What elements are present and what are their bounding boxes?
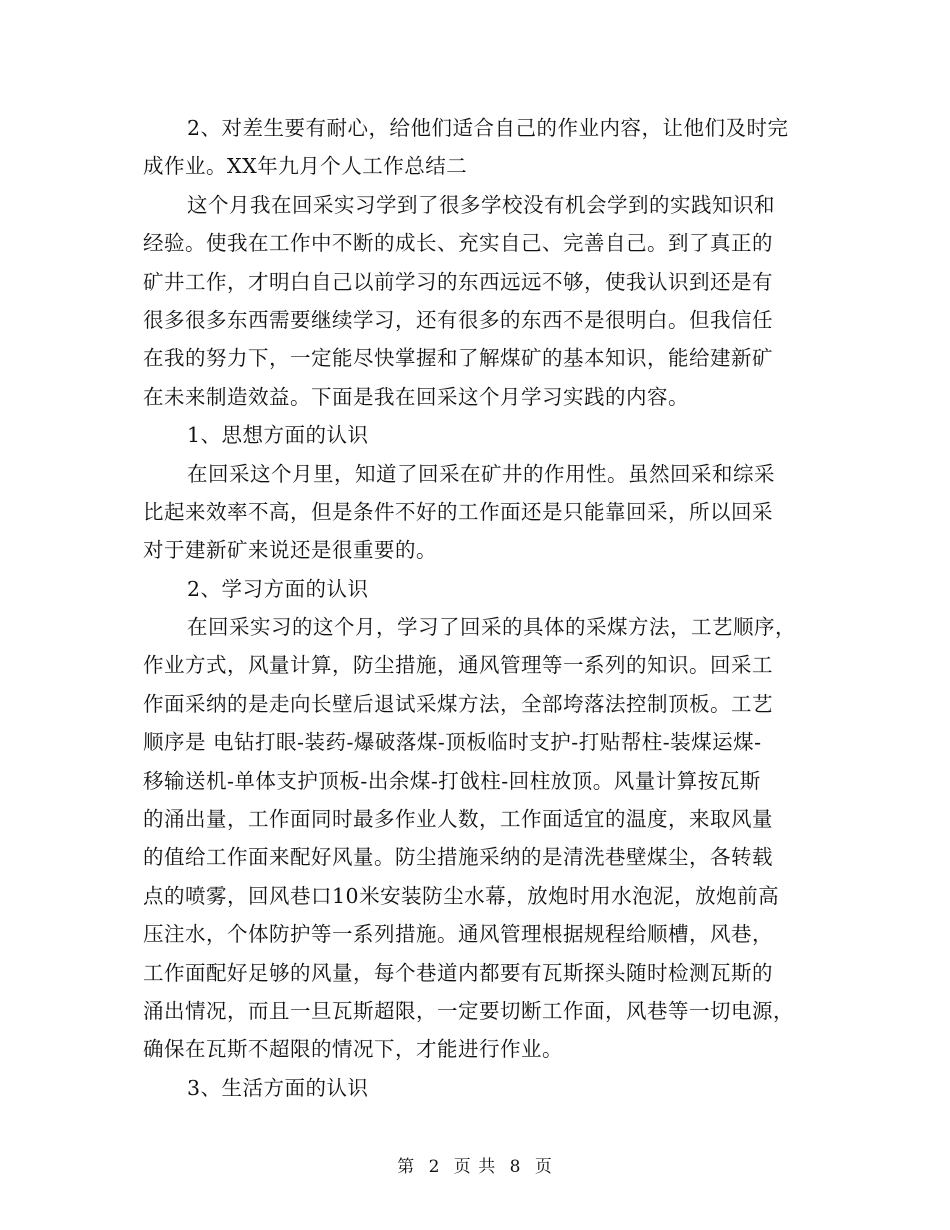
text-line: 2、对差生要有耐心，给他们适合自己的作业内容，让他们及时完 [187, 116, 789, 140]
text-line: 涌出情况，而且一旦瓦斯超限，一定要切断工作面，风巷等一切电源， [143, 998, 794, 1023]
text-line: 这个月我在回采实习学到了很多学校没有机会学到的实践知识和 [187, 192, 775, 217]
text-line: 比起来效率不高，但是条件不好的工作面还是只能靠回采，所以回采 [143, 499, 773, 524]
text-line: 很多很多东西需要继续学习，还有很多的东西不是很明白。但我信任 [143, 307, 773, 332]
document-body [143, 109, 808, 1107]
text-line: 经验。使我在工作中不断的成长、充实自己、完善自己。到了真正的 [143, 231, 773, 256]
current-page-number: 2 [428, 1157, 441, 1177]
text-line: 在我的努力下，一定能尽快掌握和了解煤矿的基本知识，能给建新矿 [143, 346, 773, 371]
text-line: 作面采纳的是走向长壁后退试采煤方法，全部垮落法控制顶板。工艺 [143, 691, 773, 716]
footer-middle: 页 共 [453, 1157, 497, 1177]
text-line: 矿井工作，才明白自己以前学习的东西远远不够，使我认识到还是有 [143, 269, 773, 294]
text-line: 工作面配好足够的风量，每个巷道内都要有瓦斯探头随时检测瓦斯的 [143, 960, 773, 985]
text-line: 在回采这个月里，知道了回采在矿井的作用性。虽然回采和综采 [187, 461, 775, 486]
text-line: 在未来制造效益。下面是我在回采这个月学习实践的内容。 [143, 384, 689, 409]
text-line: 压注水，个体防护等一系列措施。通风管理根据规程给顺槽，风巷， [143, 922, 773, 947]
page-footer [0, 1152, 950, 1177]
text-line: 3、生活方面的认识 [187, 1075, 369, 1100]
text-line: 在回采实习的这个月，学习了回采的具体的采煤方法，工艺顺序， [187, 615, 796, 640]
footer-prefix: 第 [397, 1157, 416, 1177]
text-line: 成作业。XX年九月个人工作总结二 [143, 154, 468, 179]
footer-suffix: 页 [534, 1157, 553, 1177]
text-line: 点的喷雾，回风巷口10米安装防尘水幕，放炮时用水泡泥，放炮前高 [143, 883, 780, 908]
text-line: 2、学习方面的认识 [187, 576, 369, 601]
text-line: 作业方式，风量计算，防尘措施，通风管理等一系列的知识。回采工 [143, 653, 773, 678]
total-pages-number: 8 [509, 1157, 522, 1177]
text-line: 对于建新矿来说还是很重要的。 [143, 538, 437, 563]
text-line: 移输送机-单体支护顶板-出余煤-打戗柱-回柱放顶。风量计算按瓦斯 [143, 768, 761, 793]
text-line: 确保在瓦斯不超限的情况下，才能进行作业。 [143, 1037, 563, 1062]
text-line: 1、思想方面的认识 [187, 423, 369, 448]
text-line: 顺序是 电钻打眼-装药-爆破落煤-顶板临时支护-打贴帮柱-装煤运煤- [143, 730, 762, 755]
text-line: 的值给工作面来配好风量。防尘措施采纳的是清洗巷壁煤尘，各转载 [143, 845, 773, 870]
text-line: 的涌出量，工作面同时最多作业人数，工作面适宜的温度，来取风量 [143, 807, 773, 832]
